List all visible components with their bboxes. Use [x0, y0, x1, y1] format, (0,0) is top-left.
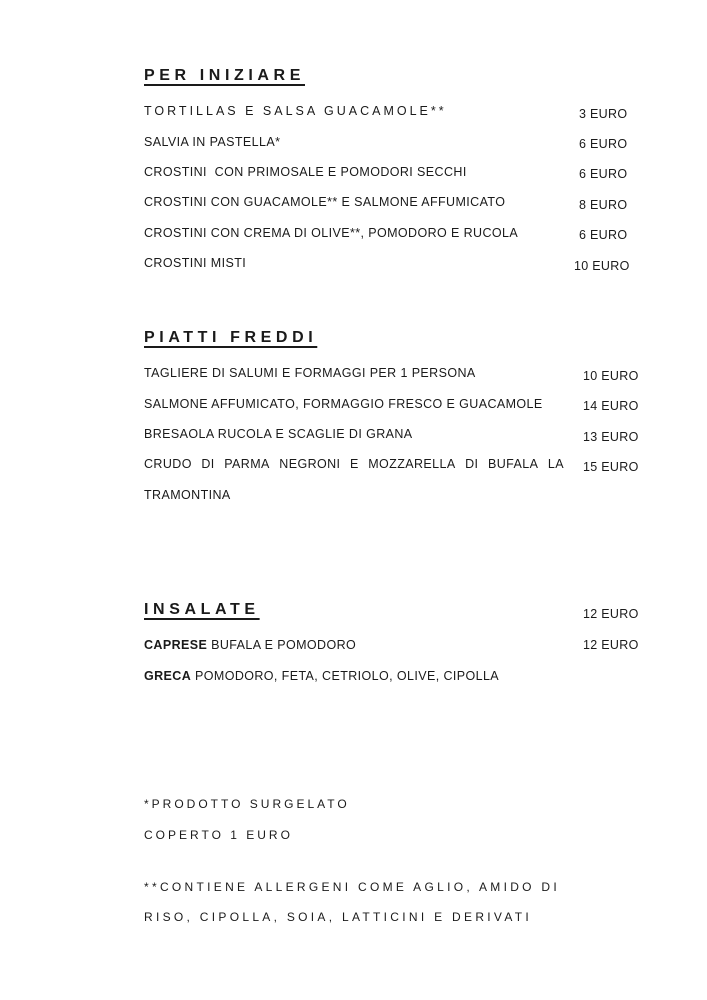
word: E — [349, 457, 359, 471]
menu-item-price: 13 EURO — [583, 430, 639, 444]
menu-item-name: TORTILLAS E SALSA GUACAMOLE** — [144, 104, 447, 118]
item-description: POMODORO, FETA, CETRIOLO, OLIVE, CIPOLLA — [195, 669, 500, 683]
item-bold-name: CAPRESE — [144, 638, 208, 652]
menu-item-name — [144, 638, 356, 652]
note-allergens-line2: RISO, CIPOLLA, SOIA, LATTICINI E DERIVATI — [144, 910, 533, 924]
word: PARMA — [224, 457, 270, 471]
menu-item-name: TAGLIERE DI SALUMI E FORMAGGI PER 1 PERSONA — [144, 366, 476, 380]
menu-item-name: CROSTINI CON CREMA DI OLIVE**, POMODORO E RUCOLA — [144, 226, 519, 240]
item-bold-name: GRECA — [144, 669, 192, 683]
menu-item-name — [144, 669, 499, 683]
item-description: BUFALA E POMODORO — [211, 638, 357, 652]
word: CRUDO — [144, 457, 192, 471]
menu-item-price: 8 EURO — [579, 198, 628, 212]
note-frozen: *PRODOTTO SURGELATO — [144, 797, 350, 811]
menu-item-name-line1 — [144, 457, 564, 471]
word: NEGRONI — [279, 457, 341, 471]
menu-item-name: CROSTINI MISTI — [144, 256, 247, 270]
word: MOZZARELLA — [368, 457, 456, 471]
menu-item-price: 10 EURO — [583, 369, 639, 383]
section-header-price: 12 EURO — [583, 607, 639, 621]
note-cover-charge: COPERTO 1 EURO — [144, 828, 293, 842]
note-allergens-line1: **CONTIENE ALLERGENI COME AGLIO, AMIDO DI — [144, 880, 561, 894]
menu-item-name: SALVIA IN PASTELLA* — [144, 135, 281, 149]
menu-item-price: 15 EURO — [583, 460, 639, 474]
section-title-per-iniziare: PER INIZIARE — [144, 67, 305, 84]
word: DI — [465, 457, 479, 471]
menu-item-price: 6 EURO — [579, 228, 628, 242]
word: LA — [547, 457, 564, 471]
menu-item-price: 3 EURO — [579, 107, 628, 121]
menu-item-price: 14 EURO — [583, 399, 639, 413]
menu-item-price: 10 EURO — [574, 259, 630, 273]
word: BUFALA — [487, 457, 539, 471]
word: DI — [201, 457, 215, 471]
section-title-piatti-freddi: PIATTI FREDDI — [144, 329, 318, 346]
menu-item-price: 12 EURO — [583, 638, 639, 652]
menu-item-name-line2: TRAMONTINA — [144, 488, 231, 502]
menu-item-price: 6 EURO — [579, 167, 628, 181]
menu-item-name: BRESAOLA RUCOLA E SCAGLIE DI GRANA — [144, 427, 413, 441]
section-title-insalate: INSALATE — [144, 601, 260, 618]
menu-item-name: CROSTINI CON GUACAMOLE** E SALMONE AFFUMICATO — [144, 195, 506, 209]
menu-item-name: CROSTINI CON PRIMOSALE E POMODORI SECCHI — [144, 165, 467, 179]
menu-item-name: SALMONE AFFUMICATO, FORMAGGIO FRESCO E GUACAMOLE — [144, 397, 543, 411]
menu-item-price: 6 EURO — [579, 137, 628, 151]
